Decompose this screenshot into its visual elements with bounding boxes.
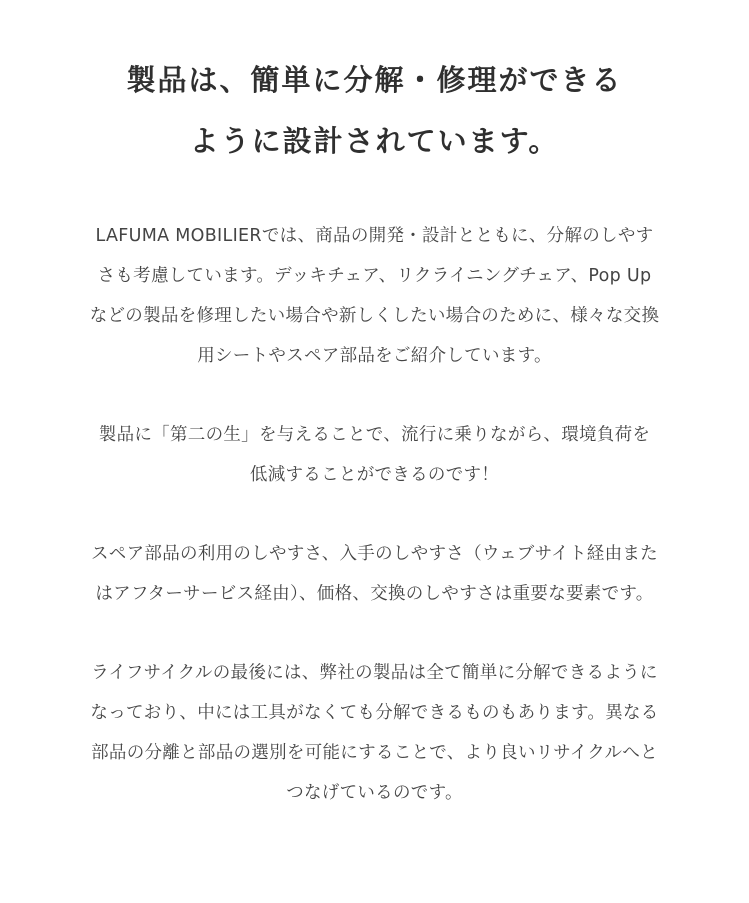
paragraph-disassembly-design: [0, 216, 749, 376]
paragraph-line: 部品の分離と部品の選別を可能にすることで、より良いリサイクルへと: [91, 743, 658, 763]
paragraph-line: さも考慮しています。デッキチェア、リクライニングチェア、Pop Up: [97, 266, 652, 286]
page-heading: [0, 50, 749, 172]
heading-line: ように設計されています。: [189, 124, 560, 158]
paragraph-line: 用シートやスペア部品をご紹介しています。: [197, 346, 552, 366]
paragraph-line: などの製品を修理したい場合や新しくしたい場合のために、様々な交換: [89, 306, 660, 326]
heading-line: 製品は、簡単に分解・修理ができる: [126, 63, 623, 97]
paragraph-spare-parts: [0, 534, 749, 614]
paragraph-line: 製品に「第二の生」を与えることで、流行に乗りながら、環境負荷を: [98, 425, 651, 445]
paragraph-line: スペア部品の利用のしやすさ、入手のしやすさ（ウェブサイト経由また: [91, 544, 658, 564]
paragraph-line: ライフサイクルの最後には、弊社の製品は全て簡単に分解できるように: [91, 663, 658, 683]
paragraph-line: なっており、中には工具がなくても分解できるものもあります。異なる: [90, 703, 659, 723]
paragraph-line: LAFUMA MOBILIERでは、商品の開発・設計とともに、分解のしやす: [95, 226, 654, 246]
paragraph-line: 低減することができるのです！: [249, 465, 500, 485]
paragraph-line: つなげているのです。: [286, 783, 463, 803]
body-text: [0, 216, 749, 852]
paragraph-recycling: [0, 653, 749, 813]
paragraph-line: はアフターサービス経由）、価格、交換のしやすさは重要な要素です。: [95, 584, 654, 604]
paragraph-second-life: [0, 415, 749, 495]
